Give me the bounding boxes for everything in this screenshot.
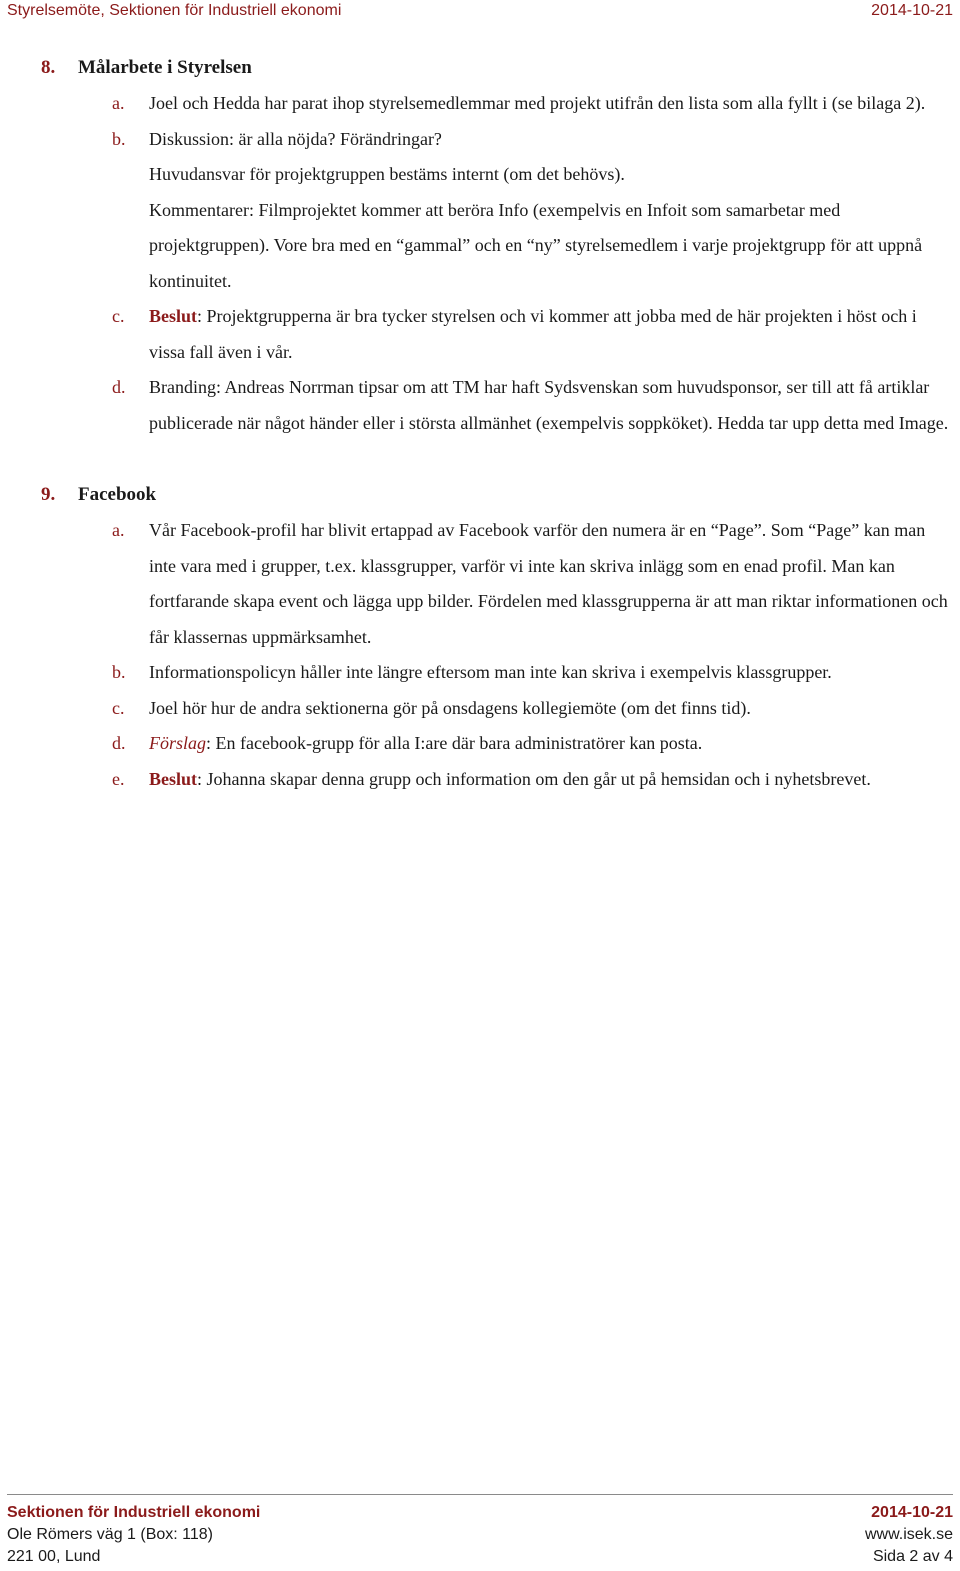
- item-text: Joel hör hur de andra sektionerna gör på onsdagens kollegiemöte (om det finns tid).: [149, 697, 751, 718]
- list-item: [0, 513, 960, 655]
- footer-divider: [7, 1494, 953, 1495]
- item-letter: e.: [112, 768, 125, 789]
- item-letter: a.: [112, 520, 125, 540]
- footer-row: [7, 1548, 953, 1568]
- section-number: 8.: [41, 57, 56, 78]
- item-text: Huvudansvar för projektgruppen bestäms internt (om det behövs).: [149, 164, 625, 184]
- item-text: Joel och Hedda har parat ihop styrelsemedlemmar med projekt utifrån den lista som alla fyllt i (se bilaga 2).: [149, 93, 926, 113]
- list-item: [0, 86, 960, 122]
- list-item: [0, 122, 960, 300]
- decision-text: : Johanna skapar denna grupp och information om den går ut på hemsidan och i nyhetsbrevet.: [197, 768, 871, 789]
- item-letter: a.: [112, 93, 125, 113]
- footer-date: 2014-10-21: [871, 1504, 953, 1521]
- list-item: [0, 299, 960, 370]
- page-header: [0, 0, 960, 26]
- section-heading: [0, 50, 960, 86]
- item-text: [149, 299, 950, 370]
- item-text: Vår Facebook-profil har blivit ertappad av Facebook varför den numera är en “Page”. Som “Page” kan man inte vara med i grupper, t.ex. klassgrupper, varför vi inte kan skriva inlägg som en enad profil. Man kan fortfarande skapa event och lägga upp bilder. Fördelen med klassgrupperna är att man riktar informationen och får klassernas uppmärksamhet.: [149, 520, 948, 647]
- item-letter: d.: [112, 377, 126, 397]
- footer-org: Sektionen för Industriell ekonomi: [7, 1504, 261, 1521]
- list-item: [0, 370, 960, 441]
- item-text: Informationspolicyn håller inte längre eftersom man inte kan skriva i exempelvis klassgrupper.: [149, 662, 832, 682]
- proposal-text: : En facebook-grupp för alla I:are där bara administratörer kan posta.: [206, 733, 703, 753]
- list-item: [0, 691, 960, 727]
- section-spacer: [0, 441, 960, 477]
- section-number: 9.: [41, 484, 56, 505]
- header-date: 2014-10-21: [871, 2, 953, 19]
- item-letter: b.: [112, 662, 126, 682]
- list-item: [0, 762, 960, 798]
- footer-postal: 221 00, Lund: [7, 1548, 101, 1565]
- proposal-label: Förslag: [149, 733, 207, 753]
- document-body: [0, 50, 960, 797]
- footer-website: www.isek.se: [864, 1526, 953, 1543]
- footer-page-number: Sida 2 av 4: [872, 1548, 953, 1565]
- section-title: Målarbete i Styrelsen: [78, 57, 252, 78]
- footer-address: Ole Römers väg 1 (Box: 118): [7, 1526, 214, 1543]
- item-letter: d.: [112, 733, 126, 753]
- item-letter: b.: [112, 128, 126, 149]
- header-title: Styrelsemöte, Sektionen för Industriell ekonomi: [7, 2, 342, 19]
- item-text: Kommentarer: Filmprojektet kommer att beröra Info (exempelvis en Infoit som samarbetar med projektgruppen). Vore bra med en “gammal” och en “ny” styrelsemedlem i varje projektgrupp för att uppnå kontinuitet.: [149, 199, 923, 291]
- section-title: Facebook: [78, 484, 157, 505]
- list-item: [0, 655, 960, 691]
- item-text: Branding: Andreas Norrman tipsar om att TM har haft Sydsvenskan som huvudsponsor, ser till att få artiklar publicerade när något händer eller i största allmänhet (exempelvis soppköket). Hedda tar upp detta med Image.: [149, 377, 949, 433]
- item-letter: c.: [112, 306, 125, 326]
- item-text: Diskussion: är alla nöjda? Förändringar?: [149, 128, 442, 149]
- decision-label: Beslut: [149, 768, 198, 789]
- section-heading: [0, 477, 960, 513]
- footer-row: [7, 1504, 953, 1524]
- decision-label: Beslut: [149, 306, 198, 326]
- list-item: [0, 726, 960, 762]
- item-letter: c.: [112, 697, 125, 718]
- decision-text: : Projektgrupperna är bra tycker styrelsen och vi kommer att jobba med de här projekten i höst och i vissa fall även i vår.: [149, 306, 917, 362]
- item-text: [149, 726, 950, 762]
- item-text: [149, 762, 950, 798]
- footer-row: [7, 1526, 953, 1546]
